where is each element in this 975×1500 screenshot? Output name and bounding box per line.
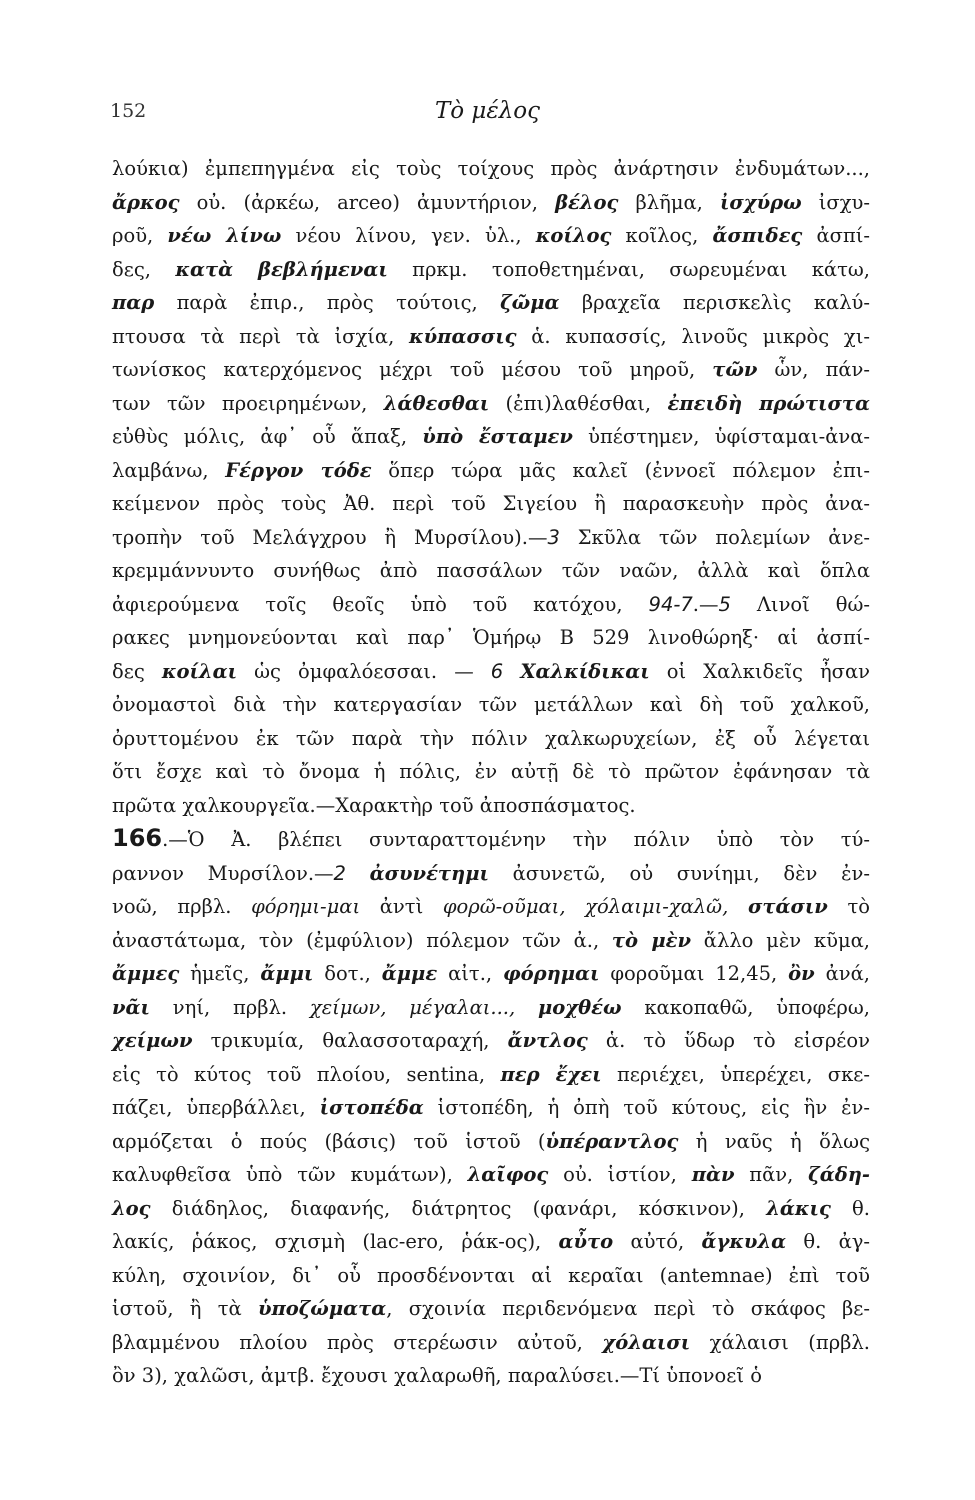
text-line <box>112 755 870 789</box>
lemma: ὑπέραντλος <box>545 1129 679 1153</box>
text-line <box>112 454 870 488</box>
text-run <box>728 895 748 918</box>
lemma: πὰν <box>691 1163 735 1186</box>
text-line <box>112 857 870 891</box>
text-line <box>112 487 870 521</box>
lemma: ἐπειδὴ πρώτιστα <box>667 391 870 415</box>
text-line <box>112 1091 870 1125</box>
lemma: χείμων <box>112 1029 193 1052</box>
lemma: κατὰ βεβλήμεναι <box>175 257 388 281</box>
text-run: κείμενον πρὸς τοὺς Ἀθ. περὶ τοῦ Σιγείου ἢ παρασκευὴν πρὸς ἀνα- <box>112 492 870 515</box>
text-run: ἡ ναῦς ἡ ὅλως <box>678 1129 870 1153</box>
text-run: (ἐπι)λαθέσθαι, <box>489 391 668 415</box>
text-run: ὡς ὀμφαλόεσσαι. — <box>237 659 491 683</box>
text-run: βλῆμα, <box>618 190 720 214</box>
text-run: αἰτ., <box>437 962 503 985</box>
text-line <box>112 1058 870 1092</box>
text-run: ὑπέστημεν, ὑφίσταμαι-ἀνα- <box>572 425 870 448</box>
text-line <box>112 924 870 958</box>
text-line <box>112 1192 870 1226</box>
text-run: νηί, πρβλ. <box>149 995 310 1019</box>
lemma: περ ἔχει <box>500 1062 602 1086</box>
text-run <box>503 660 520 683</box>
text-run: πᾶν, <box>734 1163 809 1186</box>
text-run: των τῶν προειρημένων, <box>112 391 384 415</box>
text-run: πρῶτα χαλκουργεῖα.—Χαρακτὴρ τοῦ ἀποσπάσματος. <box>112 793 636 817</box>
text-run <box>346 862 370 885</box>
lemma: νᾶι <box>112 995 150 1019</box>
text-line <box>112 991 870 1025</box>
line-reference: 3 <box>547 525 560 549</box>
lemma: ἄρκος <box>112 190 180 214</box>
text-run: θ. <box>830 1196 870 1220</box>
lemma: ἰσχύρω <box>719 190 802 214</box>
text-line <box>112 387 870 421</box>
text-line <box>112 1259 870 1293</box>
text-run: τρικυμία, θαλασσοταραχή, <box>192 1029 508 1052</box>
text-run: κοῖλος, <box>611 224 713 247</box>
lemma: Χαλκίδικαι <box>520 659 650 683</box>
text-run: φοροῦμαι 12,45, <box>599 962 789 985</box>
text-run: περιέχει, ὑπερέχει, σκε- <box>601 1062 870 1086</box>
text-run: ὂν 3), χαλῶσι, ἀμτβ. ἔχουσι χαλαρωθῆ, παραλύσει.—Τί ὑπονοεῖ ὁ <box>112 1364 762 1387</box>
text-run: λακίς, ῥάκος, σχισμὴ (lac-ero, ῥάκ-ος), <box>112 1230 559 1253</box>
text-run: παρὰ ἐπιρ., πρὸς τούτοις, <box>154 291 501 314</box>
text-run: λαμβάνω, <box>112 458 226 482</box>
text-run: λούκια) ἐμπεπηγμένα εἰς τοὺς τοίχους πρὸς ἀνάρτησιν ἐνδυμάτων..., <box>112 157 870 180</box>
lemma: βέλος <box>555 190 619 214</box>
text-run: οὐ. (ἀρκέω, arceo) ἀμυντήριον, <box>179 190 556 214</box>
lemma: τὸ μὲν <box>611 928 692 952</box>
text-run: εὐθὺς μόλις, ἀφ᾽ οὗ ἅπαξ, <box>112 425 423 448</box>
text-run: δες <box>112 659 162 683</box>
text-line <box>112 219 870 253</box>
text-run: τὸ <box>827 895 871 918</box>
text-line <box>112 957 870 991</box>
lemma: ζάδη- <box>808 1163 871 1186</box>
lemma: ἄσπιδες <box>712 224 803 247</box>
text-run: ἀσυνετῶ, οὐ συνίημι, δὲν ἐν- <box>488 861 870 885</box>
text-run: ὀρυττομένου ἐκ τῶν παρὰ τὴν πόλιν χαλκωρυχείων, ἐξ οὗ λέγεται <box>112 726 870 750</box>
lemma: κοίλος <box>535 224 612 247</box>
text-run: ἀσπί- <box>802 224 870 247</box>
text-run: ἀντὶ <box>360 895 443 918</box>
text-run: ἱστοῦ, ἢ τὰ <box>112 1297 258 1320</box>
line-reference: 2 <box>333 861 346 885</box>
text-run: πρκμ. τοποθετημέναι, σωρευμέναι κάτω, <box>387 257 870 281</box>
text-run: οἱ Χαλκιδεῖς ἦσαν <box>649 659 870 683</box>
text-line <box>112 286 870 320</box>
text-run: ρακες μνημονεύονται καὶ παρ᾽ Ὁμήρῳ Β 529 λινοθώρηξ· αἱ ἀσπί- <box>112 626 870 649</box>
line-reference: 6 <box>490 659 504 683</box>
lemma: Ϝέργον τόδε <box>225 458 372 482</box>
line-reference: 5 <box>718 592 731 616</box>
text-line <box>112 890 870 924</box>
text-line <box>112 152 870 186</box>
lemma: ἄμμε <box>381 962 438 985</box>
text-line <box>112 253 870 287</box>
lemma: στάσιν <box>747 895 828 918</box>
line-reference: 94-7 <box>648 592 693 616</box>
lemma: κύπασσις <box>409 324 517 348</box>
text-run: κύλη, σχοινίον, δι᾽ οὗ προσδένονται αἱ κεραῖαι (antemnae) ἐπὶ τοῦ <box>112 1263 870 1287</box>
text-run: ἁ. τὸ ὕδωρ τὸ εἰσρέον <box>587 1029 870 1052</box>
text-run: κακοπαθῶ, ὑποφέρω, <box>621 995 870 1019</box>
section-number: 166 <box>112 824 163 852</box>
text-line <box>112 1158 870 1192</box>
text-run: ἀναστάτωμα, τὸν (ἐμφύλιον) πόλεμον τῶν ἀ., <box>112 928 612 952</box>
text-run: Λινοῖ θώ- <box>730 592 870 616</box>
text-line <box>112 1326 870 1360</box>
text-line <box>112 521 870 555</box>
lemma: φόρημαι <box>502 962 600 985</box>
text-line <box>112 1292 870 1326</box>
lemma: κοίλαι <box>161 659 238 683</box>
lemma: λος <box>112 1196 151 1220</box>
italic-run: χείμων, μέγαλαι..., <box>309 995 538 1019</box>
text-line <box>112 722 870 756</box>
text-line <box>112 353 870 387</box>
lemma: ἄντλος <box>507 1029 588 1052</box>
text-run: αρμόζεται ὁ πούς (βάσις) τοῦ ἱστοῦ ( <box>112 1129 546 1153</box>
text-run: δοτ., <box>313 962 382 985</box>
text-line <box>112 1024 870 1058</box>
lemma: χόλαισι <box>602 1330 691 1354</box>
text-run: χάλαισι (πρβλ. <box>690 1330 870 1354</box>
text-run: κρεμμάννυντο συνήθως ἀπὸ πασσάλων τῶν ναῶν, ἀλλὰ καὶ ὅπλα <box>112 559 870 582</box>
lemma: ἀσυνέτημι <box>369 861 489 885</box>
text-line <box>112 621 870 655</box>
lemma: λαῖφος <box>467 1163 549 1186</box>
text-run: πτουσα τὰ περὶ τὰ ἰσχία, <box>112 324 410 348</box>
text-run: , σχοινία περιδενόμενα περὶ τὸ σκάφος βε- <box>386 1297 870 1320</box>
italic-run: φορῶ-οῦμαι, χόλαιμι-χαλῶ, <box>442 895 729 918</box>
text-run: νοῶ, πρβλ. <box>112 895 252 918</box>
text-run: οὐ. ἱστίον, <box>548 1163 692 1186</box>
text-run: νέου λίνου, γεν. ὑλ., <box>281 224 536 247</box>
lemma: ἄμμες <box>112 962 180 985</box>
text-run: βλαμμένου πλοίου πρὸς στερέωσιν αὐτοῦ, <box>112 1330 603 1354</box>
text-run: ἀνά, <box>814 962 871 985</box>
lemma: αὖτο <box>558 1230 614 1253</box>
lemma: ζῶμα <box>500 291 560 314</box>
page-number: 152 <box>110 100 147 122</box>
lemma: λάκις <box>766 1196 831 1220</box>
text-run: δες, <box>112 257 176 281</box>
lemma: μοχθέω <box>538 995 622 1019</box>
text-line <box>112 1359 870 1393</box>
text-line <box>112 822 870 857</box>
lemma: ὑποζώματα <box>257 1297 387 1320</box>
lemma: ὑπὸ ἔσταμεν <box>422 425 573 448</box>
text-run: πάζει, ὑπερβάλλει, <box>112 1096 320 1119</box>
text-run: ἄλλο μὲν κῦμα, <box>691 928 870 952</box>
text-run: διάδηλος, διαφανής, διάτρητος (φανάρι, κόσκινον), <box>150 1196 767 1220</box>
lemma: παρ <box>112 291 155 314</box>
text-line <box>112 1225 870 1259</box>
text-run: ραννον Μυρσίλον.— <box>112 861 334 885</box>
lemma: ἄγκυλα <box>701 1230 787 1253</box>
text-line <box>112 554 870 588</box>
text-run: τωνίσκος κατερχόμενος μέχρι τοῦ μέσου τοῦ μηροῦ, <box>112 358 713 381</box>
lemma: ἰστοπέδα <box>319 1096 424 1119</box>
text-line <box>112 688 870 722</box>
text-run: ἰσχυ- <box>801 190 870 214</box>
lemma: λάθεσθαι <box>383 391 490 415</box>
text-run: βραχεῖα περισκελὶς καλύ- <box>559 291 870 314</box>
text-run: ἀφιερούμενα τοῖς θεοῖς ὑπὸ τοῦ κατόχου, <box>112 592 649 616</box>
text-run: τροπὴν τοῦ Μελάγχρου ἢ Μυρσίλου).— <box>112 525 548 549</box>
running-title: Τὸ μέλος <box>434 98 541 124</box>
lemma: ὂν <box>788 962 815 985</box>
commentary-text <box>112 152 870 1393</box>
text-run: ἡμεῖς, <box>179 962 261 985</box>
text-run: ἁ. κυπασσίς, λινοῦς μικρὸς χι- <box>516 324 870 348</box>
text-run: ὅτι ἔσχε καὶ τὸ ὄνομα ἡ πόλις, ἐν αὐτῇ δὲ τὸ πρῶτον ἐφάνησαν τὰ <box>112 760 870 783</box>
text-run: θ. ἀγ- <box>786 1230 870 1253</box>
text-run: .—Ὁ Ἀ. βλέπει συνταραττομένην τὴν πόλιν ὑπὸ τὸν τύ- <box>162 828 870 851</box>
text-line <box>112 420 870 454</box>
text-line <box>112 655 870 689</box>
text-run: εἰς τὸ κύτος τοῦ πλοίου, sentina, <box>112 1062 501 1086</box>
text-run: ὧν, πάν- <box>757 358 870 381</box>
text-run: ὅπερ τώρα μᾶς καλεῖ (ἐννοεῖ πόλεμον ἐπι- <box>371 458 870 482</box>
text-line <box>112 789 870 823</box>
text-run: ὀνομαστοὶ διὰ τὴν κατεργασίαν τῶν μετάλλων καὶ δὴ τοῦ χαλκοῦ, <box>112 693 870 716</box>
text-run: ροῦ, <box>112 224 168 247</box>
text-run: .— <box>692 592 719 616</box>
text-run: ἱστοπέδη, ἡ ὀπὴ τοῦ κύτους, εἰς ἣν ἐν- <box>423 1096 870 1119</box>
text-run: καλυφθεῖσα ὑπὸ τῶν κυμάτων), <box>112 1163 468 1186</box>
text-line <box>112 1125 870 1159</box>
text-line <box>112 588 870 622</box>
lemma: ἄμμι <box>260 962 314 985</box>
text-run: αὐτό, <box>613 1230 702 1253</box>
text-line <box>112 320 870 354</box>
text-run: Σκῦλα τῶν πολεμίων ἀνε- <box>559 525 870 549</box>
italic-run: φόρημι-μαι <box>251 895 361 918</box>
text-line <box>112 186 870 220</box>
lemma: νέω λίνω <box>167 224 282 247</box>
lemma: τῶν <box>712 358 758 381</box>
